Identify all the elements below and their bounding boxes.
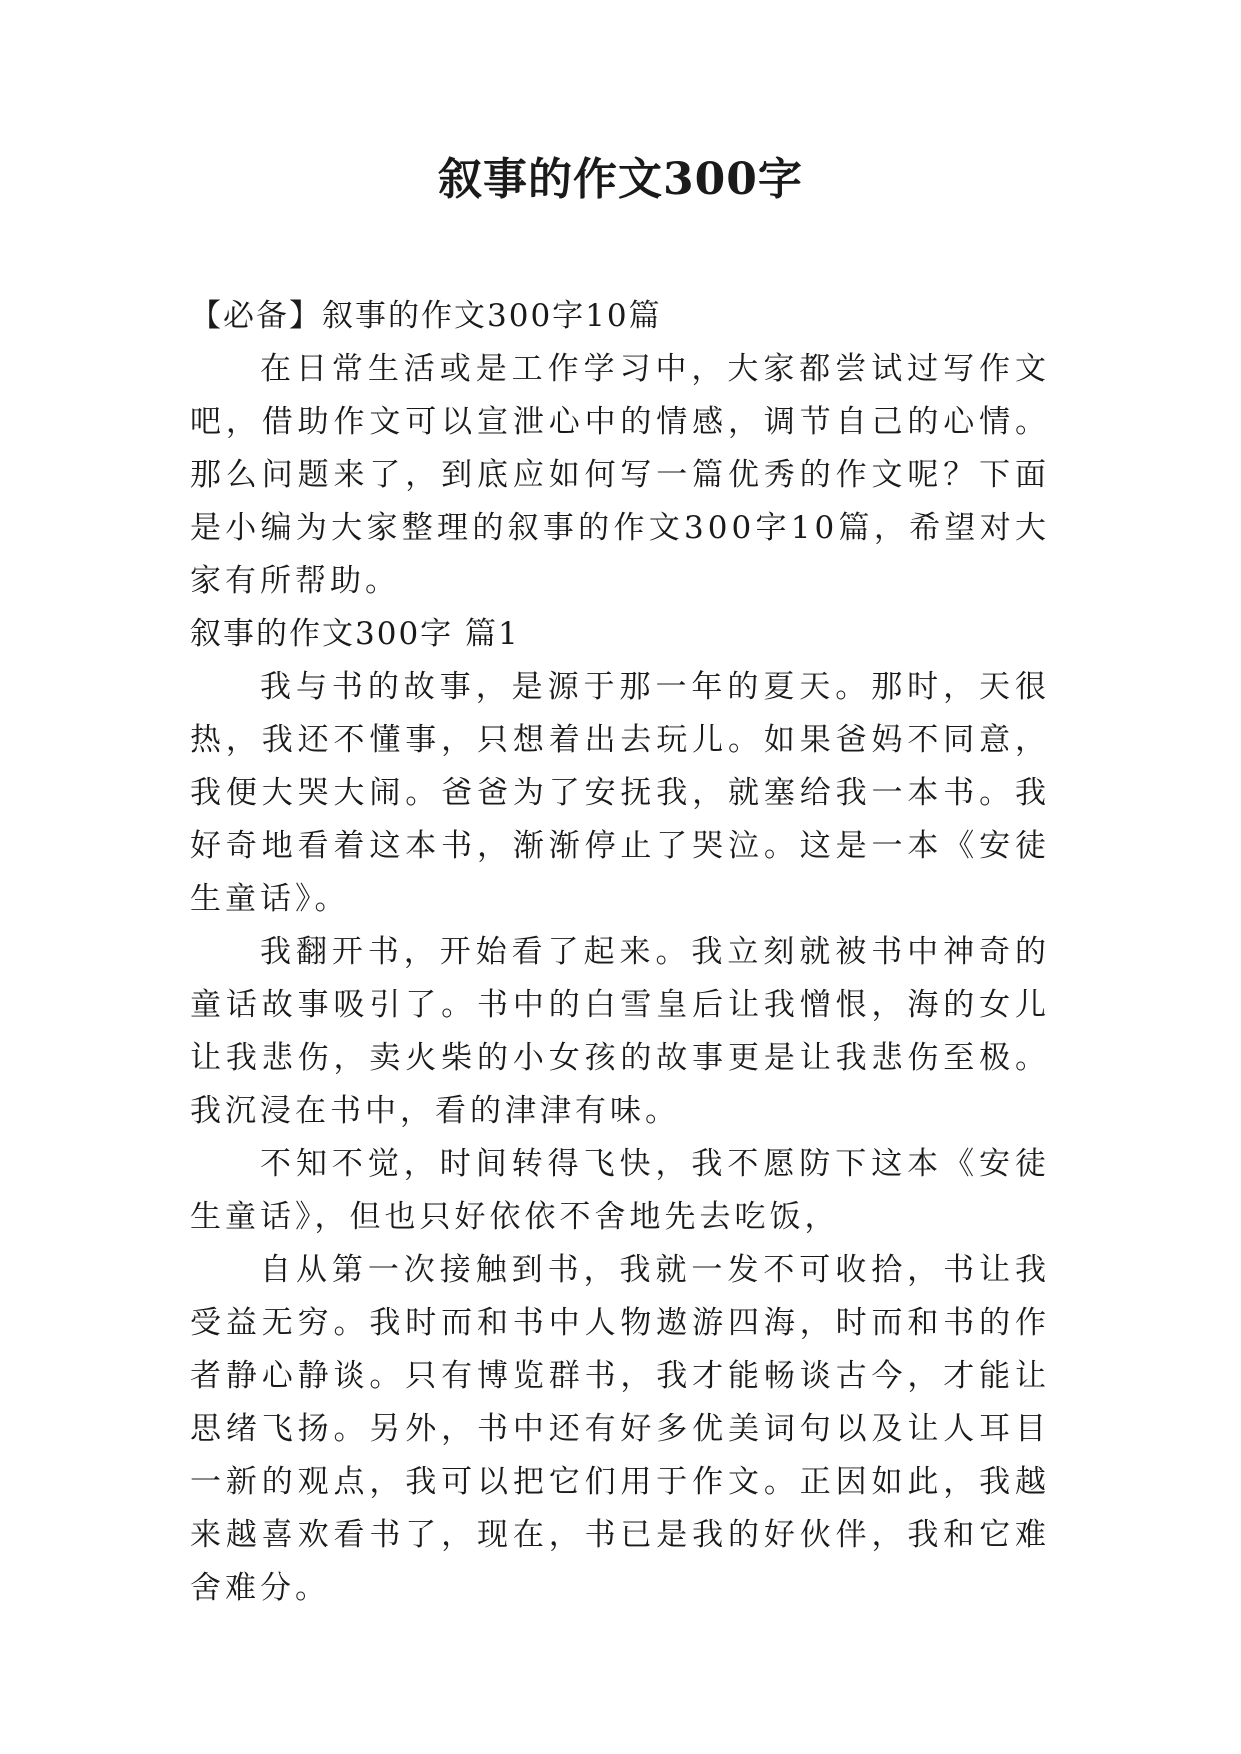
document-title: 叙事的作文300字 (438, 154, 803, 205)
body-paragraph-2: 我翻开书，开始看了起来。我立刻就被书中神奇的童话故事吸引了。书中的白雪皇后让我憎恨，海的女儿让我悲伤，卖火柴的小女孩的故事更是让我悲伤至极。我沉浸在书中，看的津津有味。 (190, 934, 1050, 1129)
body-paragraph-1: 我与书的故事，是源于那一年的夏天。那时，天很热，我还不懂事，只想着出去玩儿。如果爸妈不同意，我便大哭大闹。爸爸为了安抚我，就塞给我一本书。我好奇地看着这本书，渐渐停止了哭泣。这是一本《安徒生童话》。 (190, 669, 1050, 917)
intro-heading: 【必备】叙事的作文300字10篇 (190, 298, 662, 334)
body-paragraph-4: 自从第一次接触到书，我就一发不可收拾，书让我受益无穷。我时而和书中人物遨游四海，时而和书的作者静心静谈。只有博览群书，我才能畅谈古今，才能让思绪飞扬。另外，书中还有好多优美词句以及让人耳目一新的观点，我可以把它们用于作文。正因如此，我越来越喜欢看书了，现在，书已是我的好伙伴，我和它难舍难分。 (190, 1252, 1050, 1606)
intro-paragraph: 在日常生活或是工作学习中，大家都尝试过写作文吧，借助作文可以宣泄心中的情感，调节自己的心情。那么问题来了，到底应如何写一篇优秀的作文呢？下面是小编为大家整理的叙事的作文300字10篇，希望对大家有所帮助。 (190, 351, 1050, 599)
section-heading: 叙事的作文300字 篇1 (190, 616, 520, 652)
body-paragraph-3: 不知不觉，时间转得飞快，我不愿防下这本《安徒生童话》，但也只好依依不舍地先去吃饭， (190, 1146, 1050, 1235)
document-body (190, 290, 1050, 1615)
